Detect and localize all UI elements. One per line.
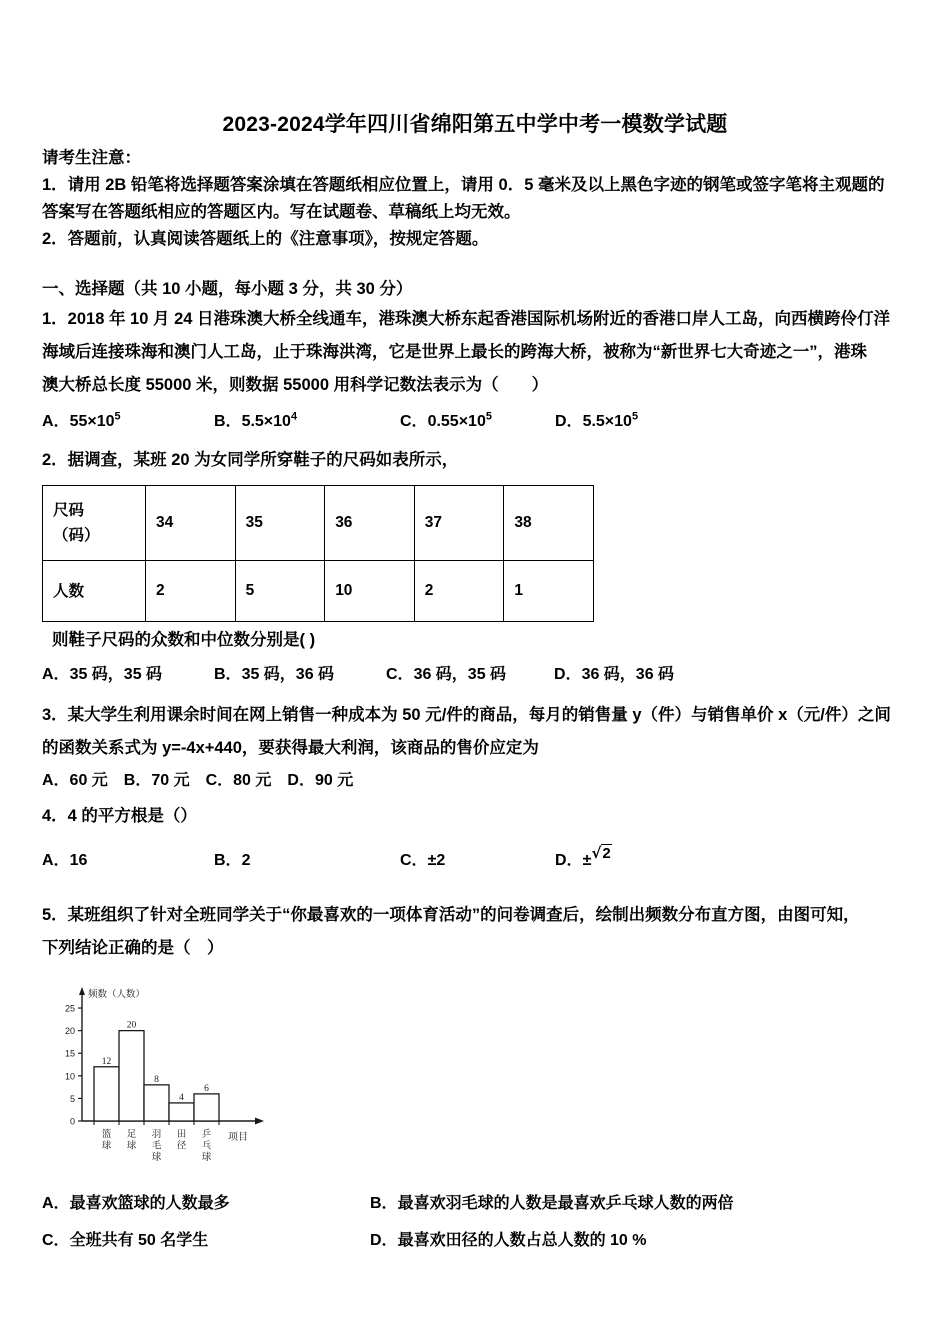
question-5-option-c[interactable] [42,1227,208,1250]
question-4-option-a[interactable] [42,847,87,870]
svg-text:5: 5 [69,1093,75,1104]
y-axis-ticks [65,1004,82,1127]
table-cell-size: 36 [325,486,415,561]
option-text: ± [582,852,592,869]
question-2-options [42,661,908,691]
option-serial: C． [400,413,428,430]
svg-text:8: 8 [154,1074,159,1085]
frequency-bar-chart [52,983,312,1168]
question-4-option-b[interactable] [214,847,250,870]
table-header-size-line2: （码） [53,527,100,544]
question-1-option-a[interactable] [42,408,121,431]
question-4-options [42,844,908,881]
option-serial: B． [370,1195,398,1212]
svg-text:篮: 篮 [101,1129,112,1140]
option-exponent: 5 [631,410,639,423]
question-3 [42,699,908,796]
svg-text:羽: 羽 [151,1129,162,1140]
svg-text:4: 4 [179,1092,184,1103]
table-cell-count: 2 [414,561,504,622]
table-cell-count: 5 [235,561,325,622]
question-1-option-d[interactable] [555,408,638,431]
x-axis-arrow-icon [255,1118,264,1125]
table-cell-count: 2 [146,561,236,622]
document-body [42,145,908,1256]
table-header-size-line1: 尺码 [53,502,85,519]
bar-chart-svg [52,983,302,1163]
question-5 [42,899,908,1256]
option-text: 0.55×10 [427,413,486,430]
option-serial: A． [42,413,70,430]
option-serial: A． [42,1195,70,1212]
question-5-option-d[interactable] [370,1227,646,1250]
section-heading-choice: 一、选择题（共 10 小题，每小题 3 分，共 30 分） [42,280,413,298]
question-1-option-c[interactable] [400,408,492,431]
option-text: 36 码，35 码 [413,666,507,683]
option-serial: C． [42,1232,70,1249]
option-serial: D． [370,1232,398,1249]
y-axis-arrow-icon [79,987,85,995]
question-2-stem-line-1: 2．据调查，某班 20 为女同学所穿鞋子的尺码如表所示， [42,451,459,469]
option-text: 最喜欢篮球的人数最多 [69,1195,230,1212]
option-serial: B． [214,413,242,430]
table-row-sizes [43,486,594,561]
option-text: 36 码，36 码 [581,666,675,683]
table-cell-size: 34 [146,486,236,561]
svg-text:球: 球 [201,1152,212,1163]
option-text: 55×10 [69,413,115,430]
notice-line-3: 2．答题前，认真阅读答题纸上的《注意事项》，按规定答题。 [42,230,489,248]
table-cell-size: 35 [235,486,325,561]
option-exponent: 5 [114,410,121,423]
question-5-stem-line-1: 5．某班组织了针对全班同学关于“你最喜欢的一项体育活动”的问卷调查后，绘制出频数分布直方图，由图可知， [42,906,860,924]
option-text: 35 码，36 码 [241,666,335,683]
question-2-option-a[interactable] [42,661,162,684]
option-text: ±2 [427,852,446,869]
svg-text:0: 0 [69,1116,75,1127]
page-title: 2023-2024学年四川省绵阳第五中学中考一模数学试题 [222,113,728,136]
option-serial: D． [555,413,583,430]
notice-line-1: 1．请用 2B 铅笔将选择题答案涂填在答题纸相应位置上，请用 0．5 毫米及以上黑色字迹的钢笔或签字笔将主观题的 [42,176,885,194]
question-2-option-d[interactable] [554,661,674,684]
question-4-stem-line-1: 4．4 的平方根是（） [42,807,197,825]
y-axis-label: 频数（人数） [88,989,146,1000]
question-1-options [42,408,908,438]
table-cell-size: 37 [414,486,504,561]
svg-text:径: 径 [176,1140,187,1152]
question-4-option-c[interactable] [400,847,445,870]
question-5-options [42,1190,908,1256]
question-5-option-b[interactable] [370,1190,734,1213]
svg-text:10: 10 [64,1071,75,1082]
table-header-size [43,486,146,561]
question-5-option-a[interactable] [42,1190,230,1213]
option-exponent: 5 [485,410,492,423]
option-serial: C． [386,666,414,683]
table-cell-count: 10 [325,561,415,622]
question-2-option-c[interactable] [386,661,506,684]
option-text: 最喜欢田径的人数占总人数的 10 % [397,1232,647,1249]
question-1-stem-line-2: 海域后连接珠海和澳门人工岛，止于珠海洪湾，它是世界上最长的跨海大桥，被称为“新世界七大奇迹之一”，港珠 [42,343,867,361]
question-1 [42,303,908,438]
question-3-options[interactable]: A．60 元 B．70 元 C．80 元 D．90 元 [42,772,354,789]
table-header-count: 人数 [43,561,146,622]
svg-text:球: 球 [151,1152,162,1163]
question-1-stem-line-1: 1．2018 年 10 月 24 日港珠澳大桥全线通车，港珠澳大桥东起香港国际机场附近的香港口岸人工岛，向西横跨伶仃洋 [42,310,891,328]
svg-text:毛: 毛 [151,1140,162,1152]
option-serial: C． [400,852,428,869]
notice-heading: 请考生注意： [42,149,141,167]
question-5-stem-line-2: 下列结论正确的是（ ） [42,939,224,957]
question-2 [42,446,908,691]
svg-text:20: 20 [64,1026,75,1037]
x-axis-label: 项目 [228,1132,248,1143]
question-4-option-d[interactable] [555,844,612,870]
option-serial: D． [554,666,582,683]
question-3-stem-line-2: 的函数关系式为 y=-4x+440，要获得最大利润，该商品的售价应定为 [42,739,539,757]
svg-text:球: 球 [101,1140,112,1152]
svg-text:6: 6 [204,1083,209,1094]
option-text: 5.5×10 [582,413,632,430]
square-root-icon: √2 [591,844,611,862]
question-3-stem-line-1: 3．某大学生利用课余时间在网上销售一种成本为 50 元/件的商品，每月的销售量 y（件）与销售单价 x（元/件）之间 [42,706,891,724]
radicand: 2 [602,845,611,862]
question-2-option-b[interactable] [214,661,334,684]
svg-text:15: 15 [64,1048,75,1059]
svg-text:田: 田 [176,1129,187,1140]
option-serial: B． [214,852,242,869]
shoe-size-table [42,485,594,622]
svg-text:12: 12 [101,1056,112,1067]
option-text: 2 [241,852,251,869]
table-row-counts [43,561,594,622]
svg-text:足: 足 [126,1129,137,1140]
option-serial: A． [42,666,70,683]
svg-text:乓: 乓 [201,1140,212,1152]
option-exponent: 4 [290,410,298,423]
option-text: 35 码，35 码 [69,666,163,683]
option-text: 16 [69,852,88,869]
table-cell-size: 38 [504,486,594,561]
question-1-stem-line-3: 澳大桥总长度 55000 米，则数据 55000 用科学记数法表示为（ ） [42,376,549,394]
option-serial: B． [214,666,242,683]
x-axis-tick-labels [102,1128,212,1163]
option-text: 最喜欢羽毛球的人数是最喜欢乒乓球人数的两倍 [397,1195,734,1212]
table-cell-count: 1 [504,561,594,622]
svg-text:20: 20 [126,1020,137,1031]
svg-text:乒: 乒 [201,1129,212,1140]
question-2-post-table-text: 则鞋子尺码的众数和中位数分别是( ) [52,631,316,649]
option-serial: D． [555,852,583,869]
question-4 [42,800,908,881]
option-text: 全班共有 50 名学生 [69,1232,209,1249]
notice-line-2: 答案写在答题纸相应的答题区内。写在试题卷、草稿纸上均无效。 [42,203,521,221]
option-text: 5.5×10 [241,413,291,430]
option-serial: A． [42,852,70,869]
svg-text:25: 25 [64,1003,75,1014]
question-1-option-b[interactable] [214,408,297,431]
svg-text:球: 球 [126,1140,137,1152]
